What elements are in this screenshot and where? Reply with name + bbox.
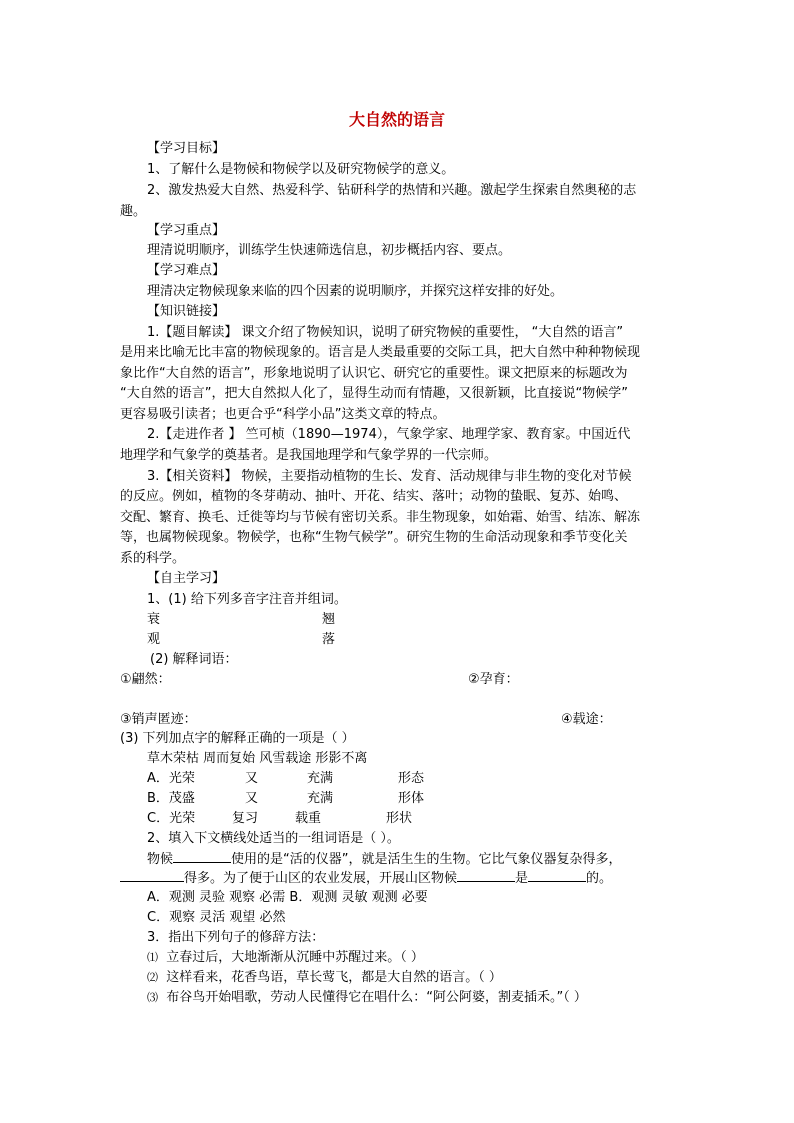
section-heading-difficulties: 【学习难点】 (147, 263, 226, 278)
question-3: 3．指出下列句子的修辞方法： (147, 930, 325, 945)
term-item: ②孕育： (468, 672, 519, 687)
question-1-1: 1、(1) 给下列多音字注音并组词。 (147, 592, 347, 607)
item-text: 立春过后，大地渐渐从沉睡中苏醒过来。（ ） (166, 950, 424, 965)
knowledge-p3-line: 3.【相关资料】 物候，主要指动植物的生长、发育、活动规律与非生物的变化对节候 (147, 469, 632, 484)
term-item: ④载途： (561, 712, 612, 727)
question-2-options-2: C．观察 灵活 观望 必然 (147, 910, 286, 925)
term-item: ①翩然： (120, 672, 171, 687)
knowledge-p1-line: 象比作“大自然的语言”，形象地说明了认识它、研究它的重要性。课文把原来的标题改为 (120, 366, 628, 381)
option-b: B．茂盛 (147, 791, 195, 806)
section-heading-self-study: 【自主学习】 (147, 571, 226, 586)
goal-item-1: 1、了解什么是物候和物候学以及研究物候学的意义。 (147, 162, 455, 177)
answer-blank[interactable] (528, 869, 586, 882)
goal-item-2-cont: 趣。 (120, 204, 147, 219)
goal-item-2: 2、激发热爱大自然、热爱科学、钻研科学的热情和兴趣。激起学生探索自然奥秘的志 (147, 183, 637, 198)
option-c-col: 载重 (295, 811, 322, 826)
question-2-options-1: A．观测 灵验 观察 必需 B．观测 灵敏 观测 必要 (147, 890, 428, 905)
answer-blank[interactable] (173, 850, 231, 863)
knowledge-p2-line: 2.【走进作者 】 竺可桢（1890—1974），气象学家、地理学家、教育家。中国近代 (147, 427, 631, 442)
item-text: 布谷鸟开始唱歌，劳动人民懂得它在唱什么：“阿公阿婆，割麦插禾。”（ ） (166, 990, 587, 1005)
option-c-col: 复习 (232, 811, 259, 826)
question-2-passage-line-2 (120, 869, 612, 888)
section-heading-knowledge: 【知识链接】 (147, 304, 226, 319)
option-b-col: 又 (245, 791, 259, 806)
knowledge-p3-line: 系的科学。 (120, 551, 186, 566)
option-a-col: 形态 (398, 771, 425, 786)
option-c-col: 形状 (386, 811, 413, 826)
polyphone-char: 翘 (322, 612, 336, 627)
option-a-col: 又 (245, 771, 259, 786)
phrases: 草木荣枯 周而复始 风雪载途 形影不离 (147, 751, 368, 766)
knowledge-p3-line: 的反应。例如，植物的冬芽萌动、抽叶、开花、结实、落叶；动物的蛰眠、复苏、始鸣、 (120, 489, 628, 504)
question-1-2: (2) 解释词语： (150, 652, 238, 667)
key-points-text: 理清说明顺序，训练学生快速筛选信息，初步概括内容、要点。 (147, 243, 512, 258)
question-2: 2、填入下文横线处适当的一组词语是（ ）。 (147, 831, 400, 846)
passage-text: 是 (515, 871, 529, 886)
rhetoric-item (147, 969, 502, 987)
answer-blank[interactable] (120, 869, 184, 882)
knowledge-p1-line: 1.【题目解读】 课文介绍了物候知识，说明了研究物候的重要性， “大自然的语言” (147, 325, 624, 340)
knowledge-p1-line: 是用来比喻无比丰富的物候现象的。语言是人类最重要的交际工具，把大自然中种种物候现 (120, 345, 641, 360)
section-heading-key-points: 【学习重点】 (147, 223, 226, 238)
term-item: ③销声匿迹： (120, 712, 197, 727)
polyphone-char: 观 (147, 632, 161, 647)
item-number: ⑴ (147, 951, 158, 964)
item-number: ⑵ (147, 971, 158, 984)
difficulties-text: 理清决定物候现象来临的四个因素的说明顺序，并探究这样安排的好处。 (147, 284, 564, 299)
knowledge-p2-line: 地理学和气象学的奠基者。是我国地理学和气象学界的一代宗师。 (120, 448, 498, 463)
answer-blank[interactable] (457, 869, 515, 882)
option-a: A．光荣 (147, 771, 195, 786)
option-b-col: 充满 (307, 791, 334, 806)
polyphone-char: 落 (322, 632, 336, 647)
passage-text: 物候 (147, 852, 174, 867)
knowledge-p1-line: 更容易吸引读者；也更合乎“科学小品”这类文章的特点。 (120, 407, 446, 422)
passage-text: 的。 (586, 871, 613, 886)
item-number: ⑶ (147, 991, 158, 1004)
knowledge-p3-line: 交配、繁育、换毛、迁徙等均与节候有密切关系。非生物现象，如始霜、始雪、结冻、解冻 (120, 510, 641, 525)
rhetoric-item (147, 949, 424, 967)
rhetoric-item (147, 989, 587, 1007)
question-1-3: (3) 下列加点字的解释正确的一项是（ ） (120, 731, 355, 746)
passage-text: 使用的是“活的仪器”，就是活生生的生物。它比气象仪器复杂得多， (231, 852, 622, 867)
section-heading-goals: 【学习目标】 (147, 141, 226, 156)
polyphone-char: 衰 (147, 612, 161, 627)
knowledge-p3-line: 等，也属物候现象。物候学，也称“生物气候学”。研究生物的生命活动现象和季节变化关 (120, 530, 628, 545)
option-b-col: 形体 (398, 791, 425, 806)
item-text: 这样看来，花香鸟语，草长莺飞，都是大自然的语言。（ ） (166, 970, 502, 985)
option-a-col: 充满 (307, 771, 334, 786)
document-title: 大自然的语言 (348, 110, 445, 129)
passage-text: 得多。为了便于山区的农业发展，开展山区物候 (184, 871, 458, 886)
knowledge-p1-line: “大自然的语言”，把大自然拟人化了，显得生动而有情趣，又很新颖，比直接说“物候学” (120, 386, 628, 401)
question-2-passage-line-1 (147, 850, 622, 869)
option-c: C．光荣 (147, 811, 196, 826)
